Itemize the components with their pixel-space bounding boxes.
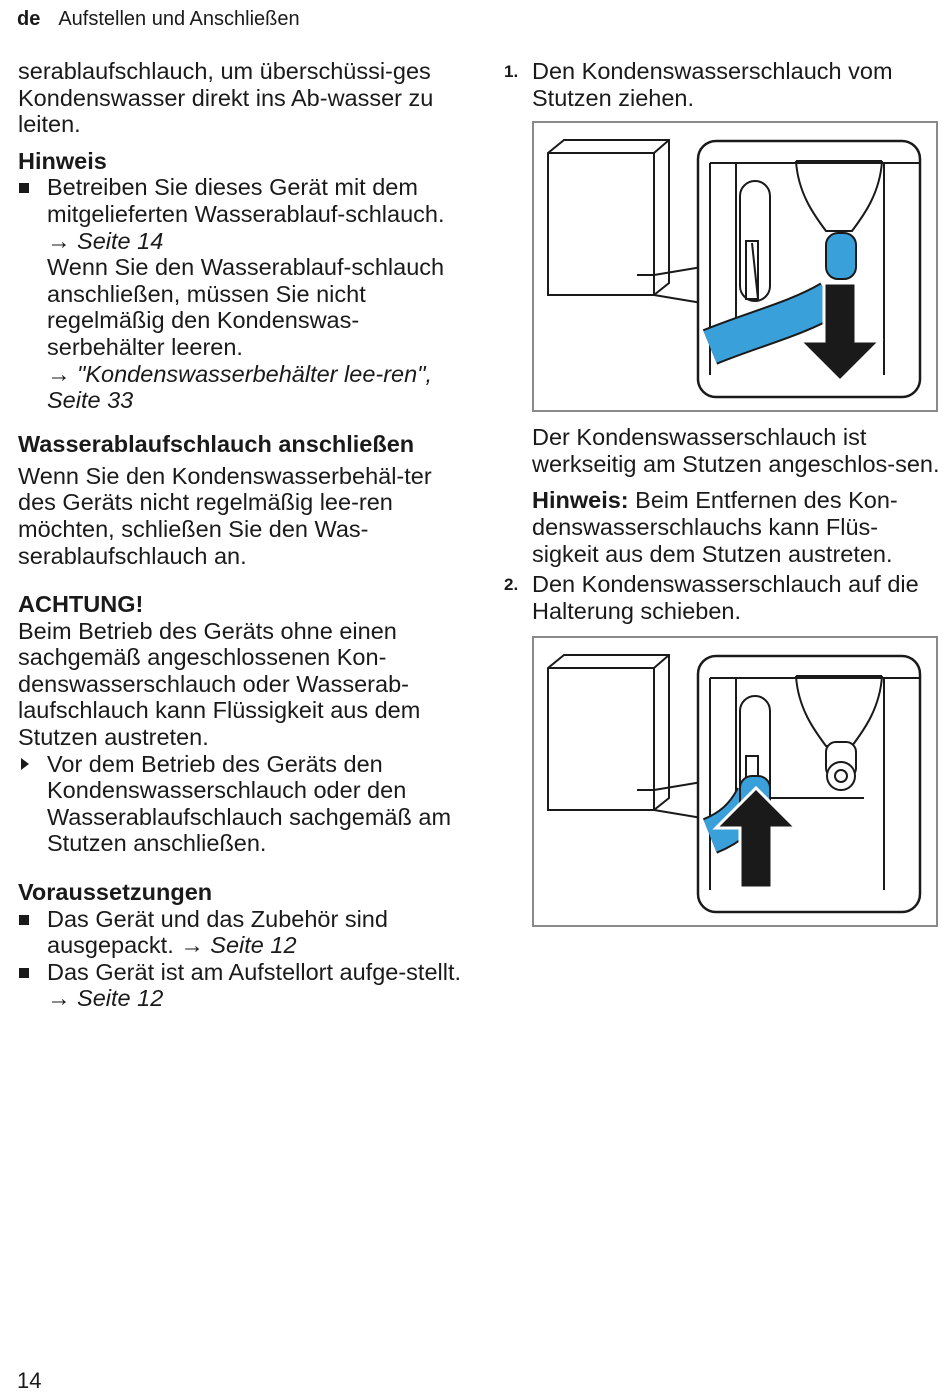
square-bullet-icon: [19, 915, 29, 925]
triangle-bullet-icon: [21, 758, 29, 770]
section-name: Aufstellen und Anschließen: [58, 8, 300, 30]
prerequisite-text: Das Gerät ist am Aufstellort aufge-stellt.: [47, 958, 462, 985]
prerequisite-text: Das Gerät und das Zubehör sind ausgepackt.: [47, 905, 388, 959]
reference-text: Seite 12: [77, 985, 164, 1012]
arrow-right-icon: →: [47, 985, 71, 1012]
figure-pull-hose: [532, 121, 938, 412]
warning-heading: ACHTUNG!: [18, 591, 144, 618]
hinweis-inline-text: Beim Entfernen des Kon-denswasserschlauchs kann Flüs-sigkeit aus dem Stutzen austreten.: [532, 487, 898, 567]
left-column: [18, 58, 468, 1012]
language-code: de: [17, 8, 41, 30]
page-reference-link[interactable]: [47, 985, 163, 1011]
hinweis-inline: [504, 487, 944, 567]
hose-holder-icon: [746, 241, 758, 299]
hinweis-list: [18, 174, 468, 413]
step-2: [504, 571, 944, 624]
square-bullet-icon: [19, 968, 29, 978]
list-item: [18, 906, 468, 959]
step-text: Den Kondenswasserschlauch auf die Halterung schieben.: [532, 571, 919, 624]
hinweis-text-2: Wenn Sie den Wasserablauf-schlauch anschließen, müssen Sie nicht regelmäßig den Kondenswas-serbehälter leeren.: [47, 254, 445, 360]
result-paragraph: Der Kondenswasserschlauch ist werkseitig am Stutzen angeschlos-sen.: [532, 424, 940, 477]
appliance-outline-icon: [548, 140, 669, 295]
step-1: [504, 58, 944, 111]
square-bullet-icon: [19, 183, 29, 193]
list-item: [18, 959, 468, 1012]
page-header: [17, 8, 300, 31]
reference-text: Seite 14: [77, 227, 164, 254]
arrow-right-icon: →: [47, 227, 71, 254]
page-number: 14: [17, 1368, 42, 1393]
warning-action: [18, 751, 468, 857]
prerequisites-heading: Voraussetzungen: [18, 879, 213, 906]
page-reference-link[interactable]: [180, 932, 296, 958]
hinweis-text: Betreiben Sie dieses Gerät mit dem mitgelieferten Wasserablauf-schlauch.: [47, 174, 445, 227]
arrow-right-icon: →: [47, 360, 71, 387]
step-number: 2.: [504, 575, 519, 595]
illustration-remove-hose: [534, 123, 936, 410]
list-item: [18, 174, 468, 413]
page-reference-link[interactable]: [47, 228, 163, 254]
figure-push-hose: [532, 636, 938, 927]
warning-paragraph: Beim Betrieb des Geräts ohne einen sachgemäß angeschlossenen Kon-denswasserschlauch oder Wasserab-laufschlauch kann Flüssigkeit aus dem Stutzen austreten.: [18, 617, 421, 751]
hinweis-label: Hinweis:: [532, 487, 629, 514]
step-number: 1.: [504, 62, 519, 81]
reference-text: "Kondenswasserbehälter lee-ren", Seite 33: [47, 360, 433, 414]
intro-paragraph: serablaufschlauch, um überschüssi-ges Kondenswasser direkt ins Ab-wasser zu leiten.: [18, 58, 434, 138]
appliance-outline-icon: [548, 655, 669, 810]
section-heading: Wasserablaufschlauch anschließen: [18, 430, 415, 457]
warning-action-text: Vor dem Betrieb des Geräts den Kondenswasserschlauch oder den Wasserablaufschlauch sachgemäß am Stutzen anschließen.: [47, 750, 452, 857]
illustration-attach-hose: [534, 638, 936, 925]
hinweis-heading: Hinweis: [18, 147, 107, 174]
prerequisites-list: [18, 906, 468, 1012]
reference-text: Seite 12: [210, 932, 297, 959]
section-paragraph: Wenn Sie den Kondenswasserbehäl-ter des Geräts nicht regelmäßig lee-ren möchten, schließen Sie den Was-serablaufschlauch an.: [18, 462, 432, 569]
detail-frame: [698, 656, 920, 912]
step-text: Den Kondenswasserschlauch vom Stutzen ziehen.: [532, 58, 893, 111]
right-column: [504, 58, 944, 927]
page-reference-link[interactable]: [47, 361, 432, 414]
arrow-right-icon: →: [180, 932, 204, 959]
